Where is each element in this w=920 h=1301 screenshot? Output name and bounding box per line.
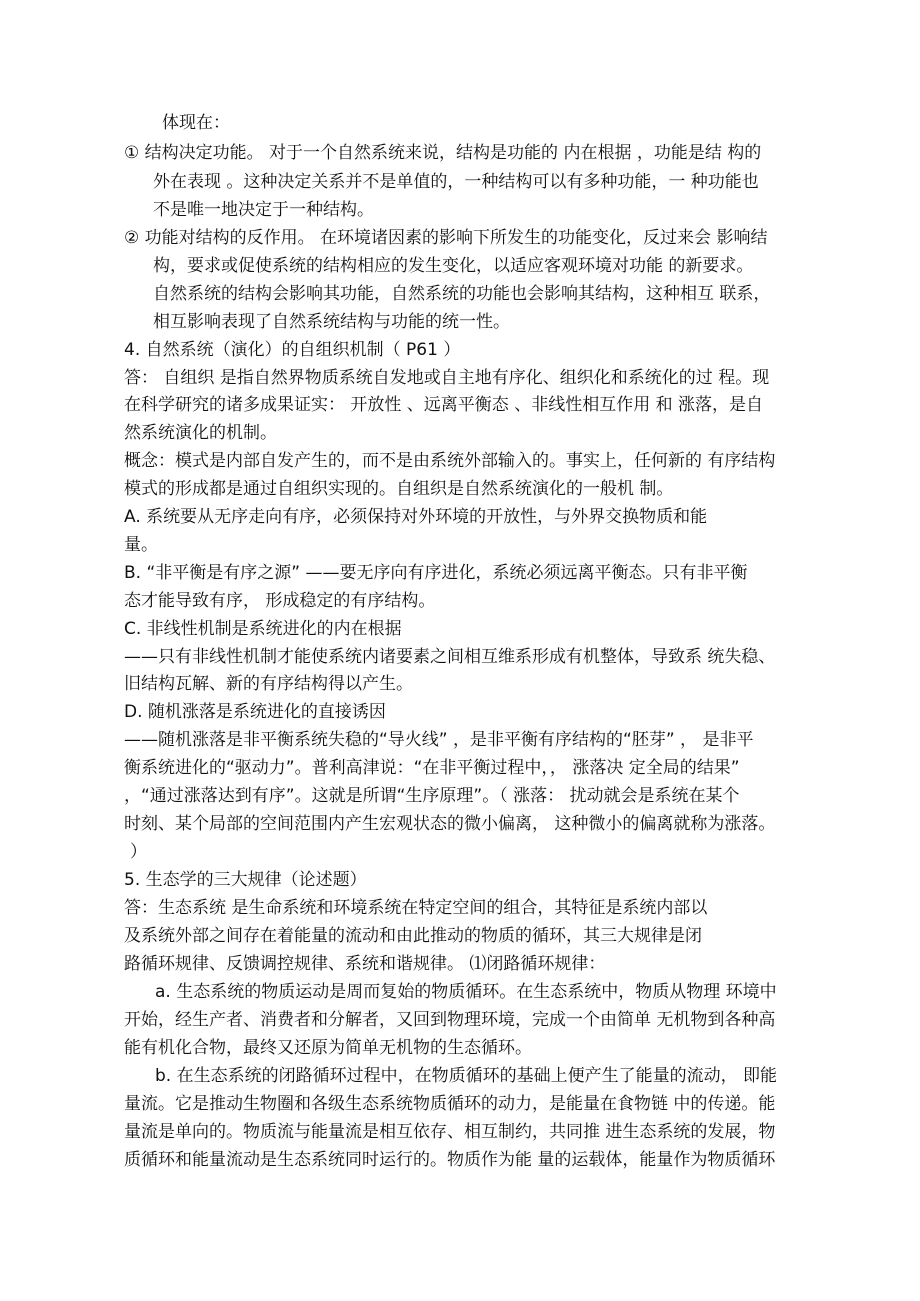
section-heading-4: 4. 自然系统（演化）的自组织机制（ P61 ） xyxy=(124,340,461,360)
text-line: 旧结构瓦解、新的有序结构得以产生。 xyxy=(124,674,413,694)
text-line: 自然系统的结构会影响其功能，自然系统的功能也会影响其结构，这种相互 联系， xyxy=(153,284,771,304)
text-line: 概念：模式是内部自发产生的，而不是由系统外部输入的。事实上，任何新的 有序结构 xyxy=(124,451,776,471)
text-line: ） xyxy=(130,842,147,862)
text-line: 量流是单向的。物质流与能量流是相互依存、相互制约，共同推 进生态系统的发展，物 xyxy=(124,1122,776,1142)
text-line: 体现在： xyxy=(162,113,230,133)
text-line: ，“通过涨落达到有序”。这就是所谓“生序原理”。（ 涨落： 扰动就会是系统在某个 xyxy=(124,786,740,806)
text-line: 答：生态系统 是生命系统和环境系统在特定空间的组合，其特征是系统内部以 xyxy=(124,898,708,918)
text-line: 及系统外部之间存在着能量的流动和由此推动的物质的循环，其三大规律是闭 xyxy=(124,926,702,946)
item-b-lower: b. 在生态系统的闭路循环过程中，在物质循环的基础上便产生了能量的流动， 即能 xyxy=(155,1066,778,1086)
text-line: 路循环规律、反馈调控规律、系统和谐规律。 ⑴闭路循环规律： xyxy=(124,954,606,974)
item-a-lower: a. 生态系统的物质运动是周而复始的物质循环。在生态系统中，物质从物理 环境中 xyxy=(155,982,777,1002)
text-line: 能有机化合物，最终又还原为简单无机物的生态循环。 xyxy=(124,1038,532,1058)
list-item-1: ① 结构决定功能。 对于一个自然系统来说，结构是功能的 内在根据 ，功能是结 构的 xyxy=(124,143,762,163)
section-heading-5: 5. 生态学的三大规律（论述题） xyxy=(124,870,367,890)
text-line: 量流。它是推动生物圈和各级生态系统物质循环的动力，是能量在食物链 中的传递。能 xyxy=(124,1094,776,1114)
text-line: 不是唯一地决定于一种结构。 xyxy=(153,200,374,220)
text-line: 开始，经生产者、消费者和分解者，又回到物理环境，完成一个由简单 无机物到各种高 xyxy=(124,1010,776,1030)
text-line: 量。 xyxy=(124,535,158,555)
text-line: 构，要求或促使系统的结构相应的发生变化，以适应客观环境对功能 的新要求。 xyxy=(153,256,754,276)
text-line: 态才能导致有序， 形成稳定的有序结构。 xyxy=(124,591,436,611)
text-line: 答： 自组织 是指自然界物质系统自发地或自主地有序化、组织化和系统化的过 程。现 xyxy=(124,368,770,388)
text-line: 衡系统进化的“驱动力”。普利高津说：“在非平衡过程中，， 涨落决 定全局的结果” xyxy=(124,758,740,778)
item-d: D. 随机涨落是系统进化的直接诱因 xyxy=(124,702,386,722)
text-line: 然系统演化的机制。 xyxy=(124,423,277,443)
item-c: C. 非线性机制是系统进化的内在根据 xyxy=(124,619,402,639)
text-line: 时刻、某个局部的空间范围内产生宏观状态的微小偏离， 这种微小的偏离就称为涨落。 xyxy=(124,814,776,834)
text-line: 模式的形成都是通过自组织实现的。自组织是自然系统演化的一般机 制。 xyxy=(124,479,674,499)
item-a: A. 系统要从无序走向有序，必须保持对外环境的开放性，与外界交换物质和能 xyxy=(124,507,708,527)
list-item-2: ② 功能对结构的反作用。 在环境诸因素的影响下所发生的功能变化，反过来会 影响结 xyxy=(124,228,768,248)
text-line: 在科学研究的诸多成果证实： 开放性 、远离平衡态 、非线性相互作用 和 涨落，是自 xyxy=(124,395,764,415)
text-line: 相互影响表现了自然系统结构与功能的统一性。 xyxy=(153,312,510,332)
text-line: ——随机涨落是非平衡系统失稳的“导火线” ，是非平衡有序结构的“胚芽” ， 是非平 xyxy=(124,730,754,750)
text-line: 外在表现 。这种决定关系并不是单值的，一种结构可以有多种功能，一 种功能也 xyxy=(153,172,759,192)
item-b: B. “非平衡是有序之源” ——要无序向有序进化，系统必须远离平衡态。只有非平衡 xyxy=(124,563,748,583)
text-line: 质循环和能量流动是生态系统同时运行的。物质作为能 量的运载体，能量作为物质循环 xyxy=(124,1150,776,1170)
text-line: ——只有非线性机制才能使系统内诸要素之间相互维系形成有机整体，导致系 统失稳、 xyxy=(124,647,776,667)
